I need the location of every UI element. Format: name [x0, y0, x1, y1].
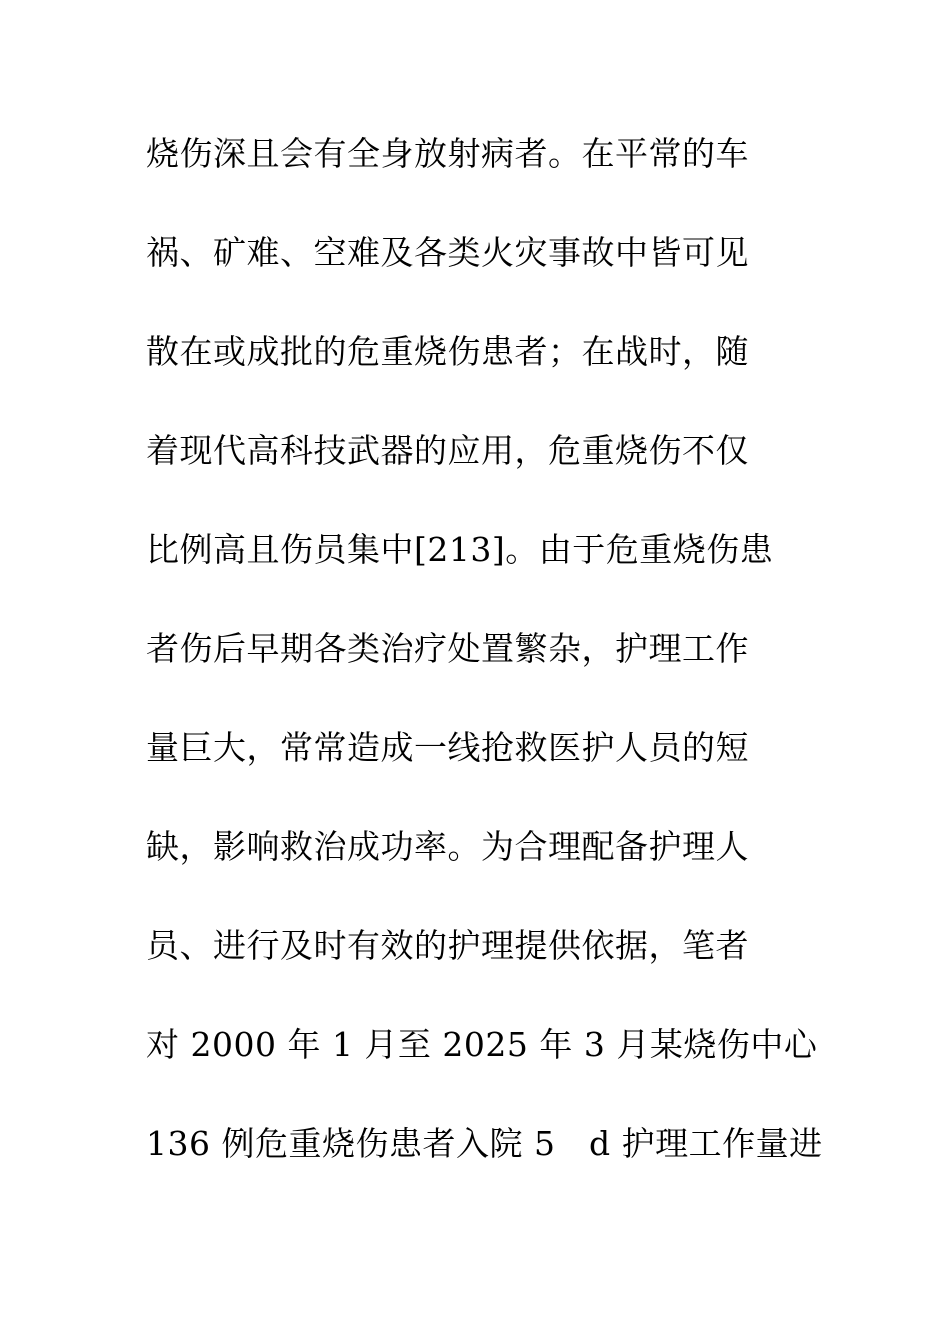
text-line: 烧伤深且会有全身放射病者。在平常的车 — [146, 134, 749, 173]
text-line: 员、进行及时有效的护理提供依据，笔者 — [146, 926, 749, 965]
text-line: 量巨大，常常造成一线抢救医护人员的短 — [146, 728, 749, 767]
text-line: 着现代高科技武器的应用，危重烧伤不仅 — [146, 431, 749, 470]
text-line: 缺，影响救治成功率。为合理配备护理人 — [146, 827, 749, 866]
text-line: 对 2000 年 1 月至 2025 年 3 月某烧伤中心 — [146, 1025, 818, 1064]
text-line: 者伤后早期各类治疗处置繁杂，护理工作 — [146, 629, 749, 668]
text-line: 散在或成批的危重烧伤患者；在战时，随 — [146, 332, 749, 371]
text-line: 祸、矿难、空难及各类火灾事故中皆可见 — [146, 233, 749, 272]
text-line: 136 例危重烧伤患者入院 5 d 护理工作量进 — [146, 1124, 823, 1163]
text-line: 比例高且伤员集中[213]。由于危重烧伤患 — [146, 530, 774, 569]
body-text — [146, 124, 826, 1213]
